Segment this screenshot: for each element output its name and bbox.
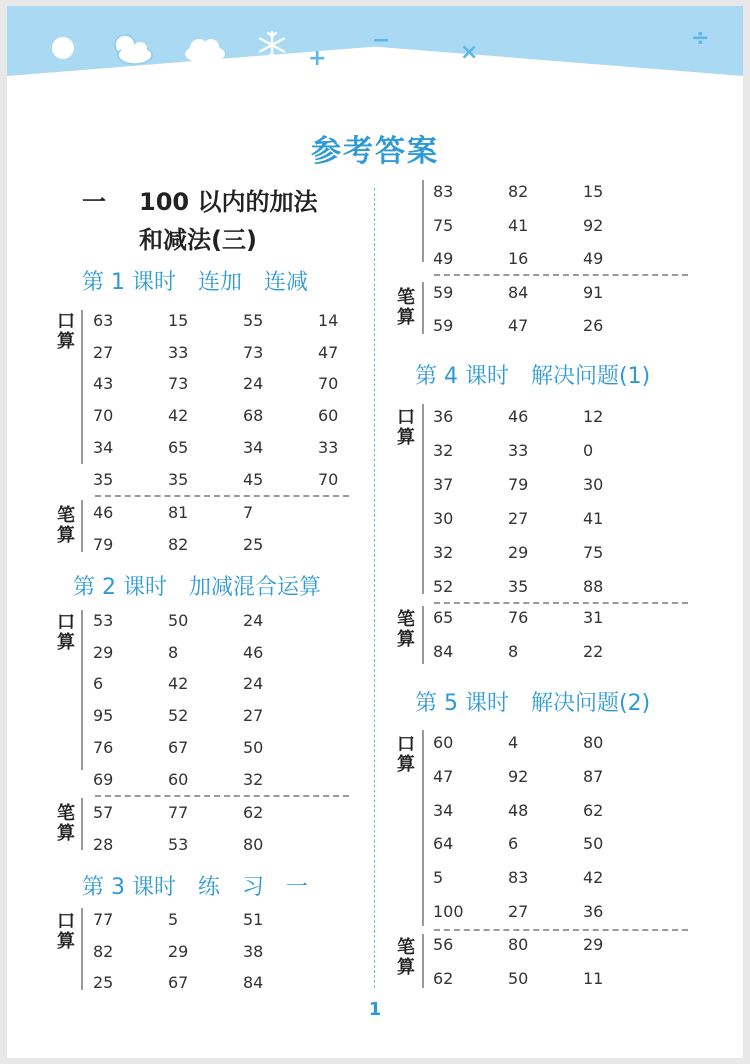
answer-value: 79 [508,474,529,494]
written-calc-label: 笔 算 [397,287,415,328]
answer-bracket [422,606,424,664]
answer-value: 22 [583,641,604,661]
answer-value: 84 [433,641,454,661]
answer-value: 60 [168,769,189,789]
answer-value: 92 [583,215,604,235]
answer-bracket [422,934,424,988]
answer-value: 43 [93,374,114,394]
answer-value: 69 [93,769,114,789]
answer-value: 6 [508,834,519,854]
chapter-title-line2: 和减法(三) [139,226,257,254]
answer-value: 16 [508,249,529,268]
answer-value: 73 [243,342,264,362]
page-title: 参考答案 [311,134,439,169]
column-divider [374,188,375,988]
answer-value: 42 [168,674,189,694]
answer-value: 82 [168,535,189,554]
answer-value: 48 [508,800,529,820]
answer-value: 50 [168,611,189,630]
answer-value: 30 [433,508,454,528]
answer-value: 100 [433,902,464,921]
answer-value: 32 [433,542,454,562]
answer-page [7,6,743,1058]
answer-value: 81 [168,503,189,522]
chapter-number: 一 [82,188,106,216]
answer-bracket [81,908,83,990]
answer-bracket [81,798,83,850]
answer-value: 91 [583,283,604,302]
answer-value: 37 [433,474,454,494]
answer-value: 35 [93,469,114,489]
written-calc-label: 笔 算 [57,505,75,546]
cloudy-sun-icon [107,32,155,66]
answer-value: 50 [508,969,529,988]
answer-value: 33 [318,437,339,457]
answer-value: 63 [93,311,114,330]
answer-value: 46 [508,407,529,426]
answer-value: 62 [433,969,454,988]
page-number: 1 [368,999,382,1020]
lesson-5-title: 第 5 课时 解决问题(2) [415,691,651,716]
answer-value: 33 [168,342,189,362]
answer-value: 53 [93,611,114,630]
answer-value: 57 [93,803,114,822]
answer-value: 29 [583,935,604,954]
answer-value: 59 [433,283,454,302]
chapter-title-line1: 100 以内的加法 [139,188,318,216]
answer-value: 50 [243,737,264,757]
answer-value: 50 [583,834,604,854]
times-symbol: × [460,40,479,65]
answer-value: 32 [433,440,454,460]
answer-value: 55 [243,311,264,330]
oral-calc-label: 口 算 [397,734,415,775]
answer-value: 31 [583,608,604,627]
answer-value: 67 [168,973,189,992]
answer-value: 34 [433,800,454,820]
rain-cloud-icon [179,34,231,78]
answer-value: 34 [243,437,264,457]
answer-value: 27 [93,342,114,362]
answer-value: 84 [508,283,529,302]
answer-value: 70 [93,406,114,426]
answer-value: 8 [508,641,519,661]
answer-value: 73 [168,374,189,394]
oral-calc-label: 口 算 [397,407,415,448]
lesson-2-title: 第 2 课时 加减混合运算 [73,575,321,600]
answer-value: 49 [583,249,604,268]
answer-value: 36 [583,902,604,921]
answer-value: 5 [433,868,444,888]
answer-value: 4 [508,733,519,752]
lesson-4-title: 第 4 课时 解决问题(1) [415,364,651,389]
answer-value: 82 [508,182,529,201]
answer-value: 75 [433,215,454,235]
answer-value: 27 [508,902,529,921]
written-calc-label: 笔 算 [397,609,415,650]
answer-value: 76 [508,608,529,627]
answer-value: 79 [93,535,114,554]
answer-value: 67 [168,737,189,757]
written-calc-label: 笔 算 [397,937,415,978]
answer-value: 76 [93,737,114,757]
answer-value: 80 [508,935,529,954]
divide-symbol: ÷ [691,26,710,51]
answer-value: 60 [318,406,339,426]
answer-value: 45 [243,469,264,489]
answer-value: 46 [243,642,264,662]
answer-value: 14 [318,311,339,330]
answer-value: 33 [508,440,529,460]
answer-value: 42 [168,406,189,426]
answer-value: 68 [243,406,264,426]
answer-value: 65 [433,608,454,627]
answer-value: 27 [243,706,264,726]
answer-value: 83 [508,868,529,888]
lesson-3-title: 第 3 课时 练 习 一 [82,875,308,900]
answer-value: 92 [508,766,529,786]
answer-value: 60 [433,733,454,752]
answer-value: 77 [93,910,114,929]
answer-value: 59 [433,316,454,335]
answer-value: 34 [93,437,114,457]
answer-value: 30 [583,474,604,494]
answer-value: 24 [243,611,264,630]
dashed-separator [434,602,688,604]
answer-value: 77 [168,803,189,822]
answer-value: 7 [243,503,254,522]
answer-value: 32 [243,769,264,789]
answer-value: 12 [583,407,604,426]
answer-value: 11 [583,969,604,988]
answer-value: 70 [318,374,339,394]
answer-value: 65 [168,437,189,457]
answer-bracket [422,282,424,334]
dashed-separator [95,795,349,797]
answer-value: 15 [583,182,604,201]
answer-value: 25 [93,973,114,992]
answer-bracket [422,730,424,926]
answer-value: 0 [583,440,594,460]
answer-value: 15 [168,311,189,330]
answer-bracket [422,180,424,262]
answer-bracket [81,310,83,464]
oral-calc-label: 口 算 [57,311,75,352]
answer-value: 8 [168,642,179,662]
answer-value: 24 [243,374,264,394]
answer-value: 38 [243,941,264,961]
dashed-separator [434,274,688,276]
answer-value: 87 [583,766,604,786]
lesson-1-title: 第 1 课时 连加 连减 [82,270,308,295]
plus-symbol: + [308,46,327,71]
minus-symbol: − [372,28,391,53]
answer-value: 29 [508,542,529,562]
answer-value: 41 [508,215,529,235]
answer-value: 52 [433,576,454,596]
answer-value: 51 [243,910,264,929]
answer-value: 64 [433,834,454,854]
answer-value: 42 [583,868,604,888]
answer-value: 24 [243,674,264,694]
answer-bracket [81,500,83,552]
answer-value: 62 [243,803,264,822]
answer-value: 53 [168,834,189,854]
dashed-separator [434,929,688,931]
written-calc-label: 笔 算 [57,803,75,844]
answer-value: 41 [583,508,604,528]
answer-value: 70 [318,469,339,489]
answer-value: 29 [93,642,114,662]
oral-calc-label: 口 算 [57,612,75,653]
answer-value: 6 [93,674,104,694]
answer-value: 26 [583,316,604,335]
answer-value: 49 [433,249,454,268]
answer-value: 84 [243,973,264,992]
answer-value: 36 [433,407,454,426]
answer-value: 56 [433,935,454,954]
answer-value: 95 [93,706,114,726]
answer-value: 28 [93,834,114,854]
answer-value: 29 [168,941,189,961]
answer-value: 80 [243,834,264,854]
oral-calc-label: 口 算 [57,911,75,952]
answer-value: 46 [93,503,114,522]
answer-value: 35 [168,469,189,489]
answer-bracket [81,610,83,770]
answer-value: 25 [243,535,264,554]
answer-value: 52 [168,706,189,726]
dashed-separator [95,495,349,497]
answer-value: 47 [508,316,529,335]
answer-value: 35 [508,576,529,596]
answer-value: 47 [318,342,339,362]
answer-value: 47 [433,766,454,786]
answer-value: 27 [508,508,529,528]
snowflake-icon [257,30,287,60]
answer-value: 62 [583,800,604,820]
answer-bracket [422,404,424,594]
answer-value: 75 [583,542,604,562]
answer-value: 5 [168,910,179,929]
answer-value: 80 [583,733,604,752]
answer-value: 82 [93,941,114,961]
answer-value: 83 [433,182,454,201]
sun-icon [51,36,75,60]
answer-value: 88 [583,576,604,596]
